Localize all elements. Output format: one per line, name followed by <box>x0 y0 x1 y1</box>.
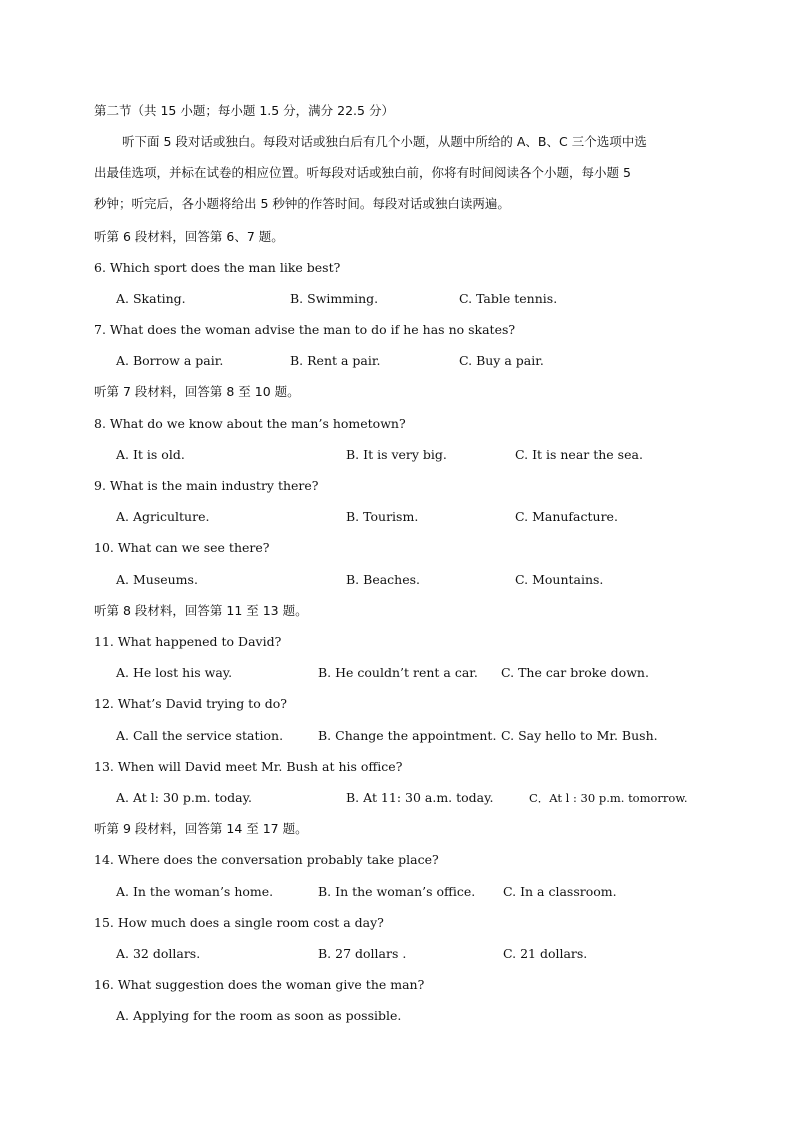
question-stem: 7. What does the woman advise the man to do if he has no skates? <box>94 322 516 337</box>
group-heading: 听第 9 段材料，回答第 14 至 17 题。 <box>94 821 308 836</box>
option-a[interactable]: A. Applying for the room as soon as possible. <box>116 1008 402 1023</box>
option-c[interactable]: C. Table tennis. <box>459 291 558 306</box>
question-stem: 16. What suggestion does the woman give the man? <box>94 977 425 992</box>
option-a[interactable]: A. He lost his way. <box>116 665 233 680</box>
option-c[interactable]: C. The car broke down. <box>501 665 649 680</box>
group-heading: 听第 8 段材料，回答第 11 至 13 题。 <box>94 603 308 618</box>
option-b[interactable]: B. In the woman’s office. <box>318 884 476 899</box>
option-a[interactable]: A. Agriculture. <box>116 509 210 524</box>
question-stem: 15. How much does a single room cost a day? <box>94 915 384 930</box>
option-c[interactable]: C. 21 dollars. <box>503 946 588 961</box>
option-b[interactable]: B. Tourism. <box>346 509 419 524</box>
question-stem: 14. Where does the conversation probably take place? <box>94 852 439 867</box>
option-b[interactable]: B. Rent a pair. <box>290 353 381 368</box>
question-stem: 6. Which sport does the man like best? <box>94 260 341 275</box>
question-stem: 8. What do we know about the man’s hometown? <box>94 416 406 431</box>
option-b[interactable]: B. Change the appointment. <box>318 728 497 743</box>
option-b[interactable]: B. 27 dollars . <box>318 946 407 961</box>
question-stem: 9. What is the main industry there? <box>94 478 319 493</box>
option-a[interactable]: A. Skating. <box>116 291 186 306</box>
option-b[interactable]: B. He couldn’t rent a car. <box>318 665 478 680</box>
option-a[interactable]: A. Call the service station. <box>116 728 284 743</box>
section-header: 第二节（共 15 小题；每小题 1.5 分，满分 22.5 分） <box>94 103 394 118</box>
option-b[interactable]: B. At 11: 30 a.m. today. <box>346 790 494 805</box>
option-c[interactable]: C. Say hello to Mr. Bush. <box>501 728 658 743</box>
option-c[interactable]: C. Manufacture. <box>515 509 618 524</box>
option-c[interactable]: C. Buy a pair. <box>459 353 544 368</box>
instructions-line-2: 出最佳选项，并标在试卷的相应位置。听每段对话或独白前，你将有时间阅读各个小题，每小题 5 <box>94 165 631 180</box>
option-a[interactable]: A. At l: 30 p.m. today. <box>116 790 252 805</box>
question-stem: 13. When will David meet Mr. Bush at his office? <box>94 759 403 774</box>
question-stem: 12. What’s David trying to do? <box>94 696 287 711</box>
option-a[interactable]: A. It is old. <box>116 447 185 462</box>
option-a[interactable]: A. In the woman’s home. <box>116 884 274 899</box>
option-c[interactable]: C. In a classroom. <box>503 884 617 899</box>
option-c[interactable]: C．At l : 30 p.m. tomorrow. <box>529 791 688 805</box>
question-stem: 11. What happened to David? <box>94 634 282 649</box>
question-stem: 10. What can we see there? <box>94 540 270 555</box>
instructions-line-3: 秒钟；听完后，各小题将给出 5 秒钟的作答时间。每段对话或独白读两遍。 <box>94 196 510 211</box>
group-heading: 听第 7 段材料，回答第 8 至 10 题。 <box>94 384 300 399</box>
option-b[interactable]: B. It is very big. <box>346 447 447 462</box>
option-b[interactable]: B. Swimming. <box>290 291 379 306</box>
group-heading: 听第 6 段材料，回答第 6、7 题。 <box>94 229 284 244</box>
option-a[interactable]: A. 32 dollars. <box>116 946 201 961</box>
instructions-line-1: 听下面 5 段对话或独白。每段对话或独白后有几个小题，从题中所给的 A、B、C 三个选项中选 <box>122 134 647 149</box>
option-a[interactable]: A. Borrow a pair. <box>116 353 224 368</box>
option-c[interactable]: C. Mountains. <box>515 572 604 587</box>
option-b[interactable]: B. Beaches. <box>346 572 421 587</box>
option-a[interactable]: A. Museums. <box>116 572 198 587</box>
option-c[interactable]: C. It is near the sea. <box>515 447 643 462</box>
